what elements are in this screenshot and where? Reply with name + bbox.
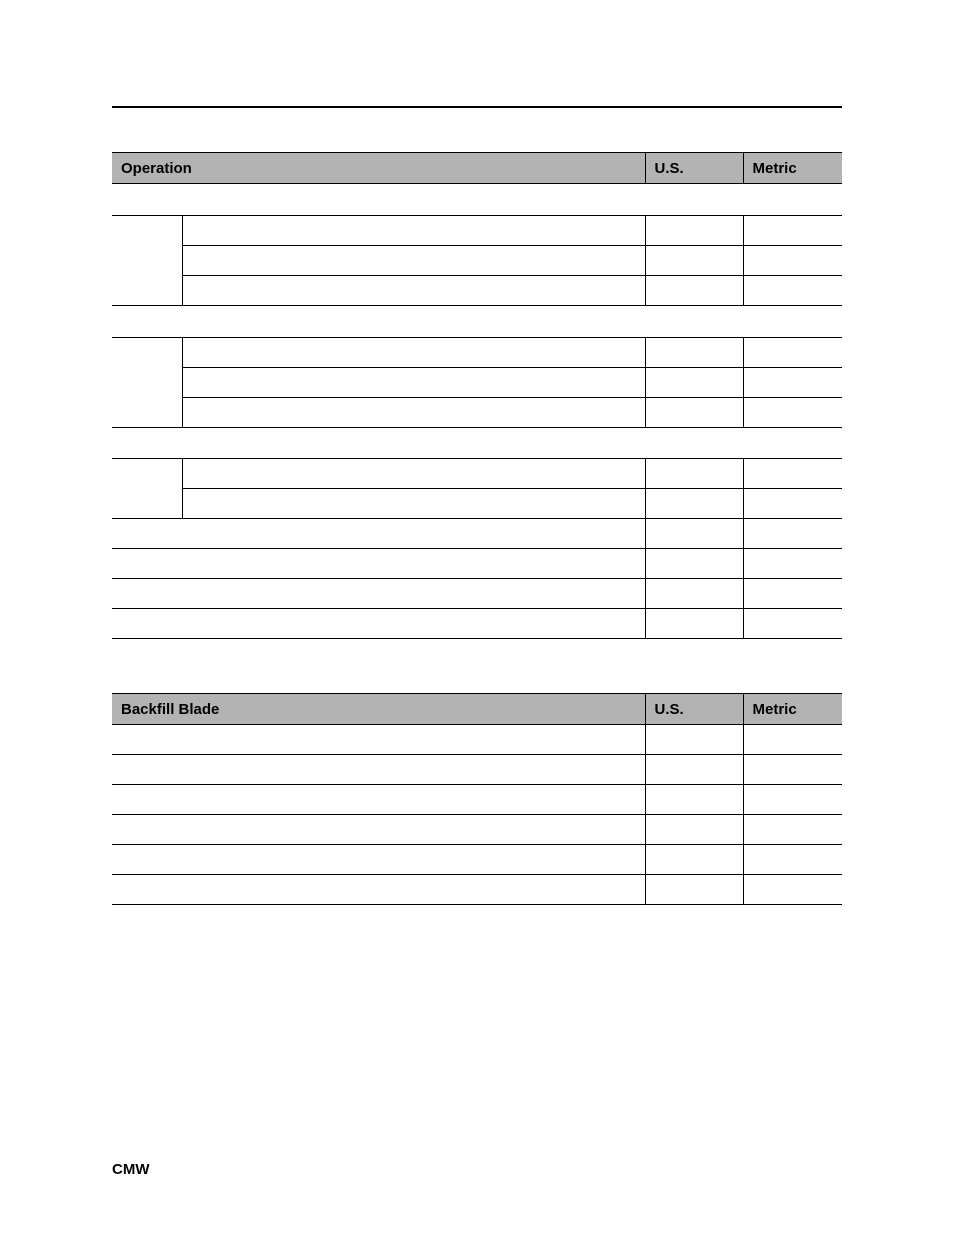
row-item [112,815,645,845]
table-row [112,216,842,246]
row-us-value [645,725,743,755]
row-item [112,725,645,755]
section-label [112,428,842,459]
row-us-value [645,875,743,905]
table-row [112,549,842,579]
row-item [182,459,645,489]
table-row [112,815,842,845]
row-us-value [645,579,743,609]
section-label [112,184,842,216]
row-us-value [645,216,743,246]
row-us-value [645,398,743,428]
row-metric-value [743,398,842,428]
row-item [182,338,645,368]
table-row [112,519,842,549]
header-us: U.S. [645,153,743,184]
header-metric: Metric [743,694,842,725]
row-metric-value [743,216,842,246]
row-us-value [645,549,743,579]
header-rule [112,106,842,108]
backfill-table-header [112,694,842,725]
row-metric-value [743,338,842,368]
row-us-value [645,755,743,785]
row-metric-value [743,368,842,398]
table-row [112,246,842,276]
row-metric-value [743,785,842,815]
table-row [112,725,842,755]
section-row [112,184,842,216]
table-row [112,609,842,639]
table-row [112,368,842,398]
row-us-value [645,519,743,549]
table-row [112,579,842,609]
table-row [112,785,842,815]
row-us-value [645,609,743,639]
table-row [112,398,842,428]
row-item [112,579,645,609]
row-item [112,609,645,639]
row-item [182,368,645,398]
table-row [112,755,842,785]
section-row [112,306,842,338]
row-metric-value [743,725,842,755]
row-us-value [645,246,743,276]
row-metric-value [743,609,842,639]
row-metric-value [743,246,842,276]
section-row [112,428,842,459]
table-row [112,276,842,306]
row-metric-value [743,519,842,549]
table-row [112,459,842,489]
row-us-value [645,785,743,815]
table-row [112,875,842,905]
row-us-value [645,815,743,845]
operation-table-header [112,153,842,184]
header-backfill-blade: Backfill Blade [112,694,645,725]
row-item [112,845,645,875]
row-metric-value [743,875,842,905]
table-row [112,845,842,875]
row-metric-value [743,459,842,489]
row-item [182,216,645,246]
row-item [182,398,645,428]
row-metric-value [743,579,842,609]
section-label [112,306,842,338]
row-item [112,875,645,905]
row-us-value [645,368,743,398]
group-label [112,216,182,306]
row-metric-value [743,845,842,875]
group-label [112,338,182,428]
row-item [112,549,645,579]
group-label [112,459,182,519]
header-us: U.S. [645,694,743,725]
header-metric: Metric [743,153,842,184]
footer-code: CMW [112,1161,150,1178]
row-item [112,785,645,815]
row-item [182,489,645,519]
table-row [112,338,842,368]
table-row [112,489,842,519]
row-item [182,246,645,276]
row-metric-value [743,549,842,579]
backfill-blade-spec-table [112,693,842,905]
header-operation: Operation [112,153,645,184]
row-metric-value [743,276,842,306]
row-item [112,755,645,785]
row-us-value [645,845,743,875]
row-us-value [645,459,743,489]
row-metric-value [743,489,842,519]
row-us-value [645,276,743,306]
row-item [112,519,645,549]
operation-spec-table [112,152,842,639]
row-item [182,276,645,306]
row-us-value [645,338,743,368]
row-us-value [645,489,743,519]
row-metric-value [743,755,842,785]
row-metric-value [743,815,842,845]
